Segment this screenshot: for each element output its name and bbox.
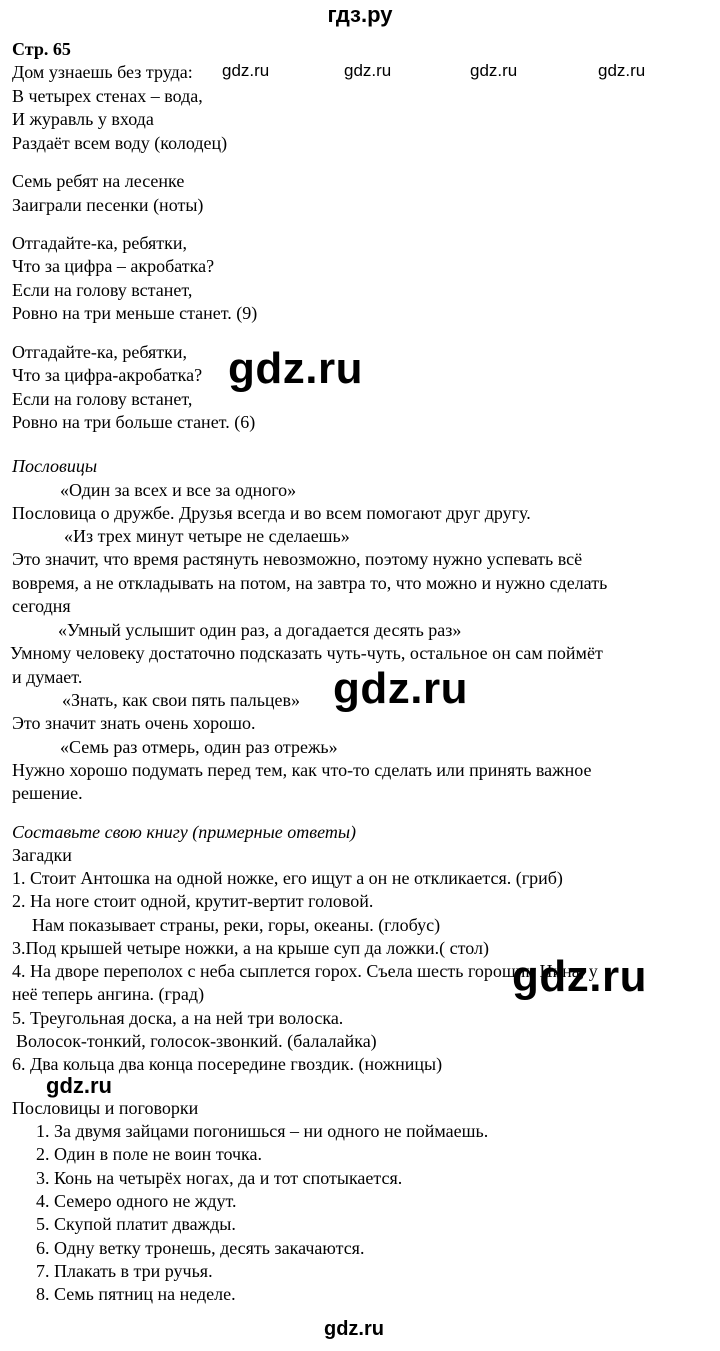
watermark: gdz.ru — [344, 61, 392, 80]
riddle-line: В четырех стенах – вода, — [12, 86, 203, 106]
riddle-item: 6. Два кольца два конца посередине гвоздик. (ножницы) — [12, 1054, 443, 1074]
riddle-line: Если на голову встанет, — [12, 280, 193, 300]
proverb-explanation: Умному человеку достаточно подсказать чуть-чуть, остальное он сам поймёт — [10, 643, 603, 663]
riddle-line: Ровно на три меньше станет. (9) — [12, 303, 258, 323]
proverb-explanation: Нужно хорошо подумать перед тем, как что-то сделать или принять важное — [12, 760, 592, 780]
riddle-line: Раздаёт всем воду (колодец) — [12, 133, 228, 153]
proverb-item: 2. Один в поле не воин точка. — [36, 1144, 262, 1164]
proverb-item: 5. Скупой платит дважды. — [36, 1214, 236, 1234]
riddle-line: Отгадайте-ка, ребятки, — [12, 342, 188, 362]
watermark: gdz.ru — [598, 61, 646, 80]
riddle-item: Нам показывает страны, реки, горы, океаны. (глобус) — [32, 915, 441, 935]
riddle-item: неё теперь ангина. (град) — [12, 984, 205, 1004]
site-header: гдз.ру — [327, 2, 393, 27]
proverb-quote: «Семь раз отмерь, один раз отрежь» — [60, 737, 338, 757]
riddle-item: 4. На дворе переполох с неба сыплется горох. Съела шесть горошин Нина, у — [12, 961, 598, 981]
proverb-item: 8. Семь пятниц на неделе. — [36, 1284, 236, 1304]
page-number: Стр. 65 — [12, 39, 71, 59]
proverb-item: 6. Одну ветку тронешь, десять закачаются. — [36, 1238, 365, 1258]
riddle-line: Заиграли песенки (ноты) — [12, 195, 204, 215]
subsection-title-riddles: Загадки — [12, 845, 72, 865]
watermark: gdz.ru — [333, 664, 468, 713]
riddle-line: Ровно на три больше станет. (6) — [12, 412, 256, 432]
riddle-line: Что за цифра – акробатка? — [12, 256, 215, 276]
riddle-item: 2. На ноге стоит одной, крутит-вертит головой. — [12, 891, 374, 911]
riddle-item: Волосок-тонкий, голосок-звонкий. (балалайка) — [16, 1031, 377, 1051]
proverb-item: 1. За двумя зайцами погонишься – ни одного не поймаешь. — [36, 1121, 489, 1141]
section-title-proverbs: Пословицы — [12, 456, 98, 476]
proverb-quote: «Один за всех и все за одного» — [60, 480, 297, 500]
proverb-explanation: и думает. — [12, 667, 83, 687]
proverb-explanation: вовремя, а не откладывать на потом, на завтра то, что можно и нужно сделать — [12, 573, 608, 593]
watermark: gdz.ru — [512, 952, 647, 1001]
riddle-item: 1. Стоит Антошка на одной ножке, его ищут а он не откликается. (гриб) — [12, 868, 563, 888]
proverb-explanation: Пословица о дружбе. Друзья всегда и во всем помогают друг другу. — [12, 503, 531, 523]
proverb-quote: «Умный услышит один раз, а догадается десять раз» — [58, 620, 462, 640]
riddle-line: Семь ребят на лесенке — [12, 171, 185, 191]
subsection-title-proverbs: Пословицы и поговорки — [12, 1098, 199, 1118]
riddle-line: Отгадайте-ка, ребятки, — [12, 233, 188, 253]
riddle-item: 3.Под крышей четыре ножки, а на крыше суп да ложки.( стол) — [12, 938, 489, 958]
section-title-book: Составьте свою книгу (примерные ответы) — [12, 822, 357, 842]
watermark: gdz.ru — [228, 344, 363, 393]
proverb-quote: «Из трех минут четыре не сделаешь» — [64, 526, 350, 546]
watermark: gdz.ru — [222, 61, 270, 80]
riddle-line: Что за цифра-акробатка? — [12, 365, 203, 385]
riddle-line: Если на голову встанет, — [12, 389, 193, 409]
riddle-item: 5. Треугольная доска, а на ней три волоска. — [12, 1008, 344, 1028]
proverb-explanation: Это значит знать очень хорошо. — [12, 713, 256, 733]
riddle-line: Дом узнаешь без труда: — [12, 62, 193, 82]
proverb-quote: «Знать, как свои пять пальцев» — [62, 690, 301, 710]
proverb-item: 7. Плакать в три ручья. — [36, 1261, 213, 1281]
watermark: gdz.ru — [46, 1073, 112, 1098]
proverb-item: 3. Конь на четырёх ногах, да и тот спотыкается. — [36, 1168, 403, 1188]
proverb-explanation: решение. — [12, 783, 83, 803]
riddle-line: И журавль у входа — [12, 109, 154, 129]
proverb-explanation: сегодня — [12, 596, 71, 616]
proverb-item: 4. Семеро одного не ждут. — [36, 1191, 237, 1211]
footer-watermark: gdz.ru — [324, 1318, 384, 1340]
proverb-explanation: Это значит, что время растянуть невозможно, поэтому нужно успевать всё — [12, 549, 583, 569]
watermark: gdz.ru — [470, 61, 518, 80]
